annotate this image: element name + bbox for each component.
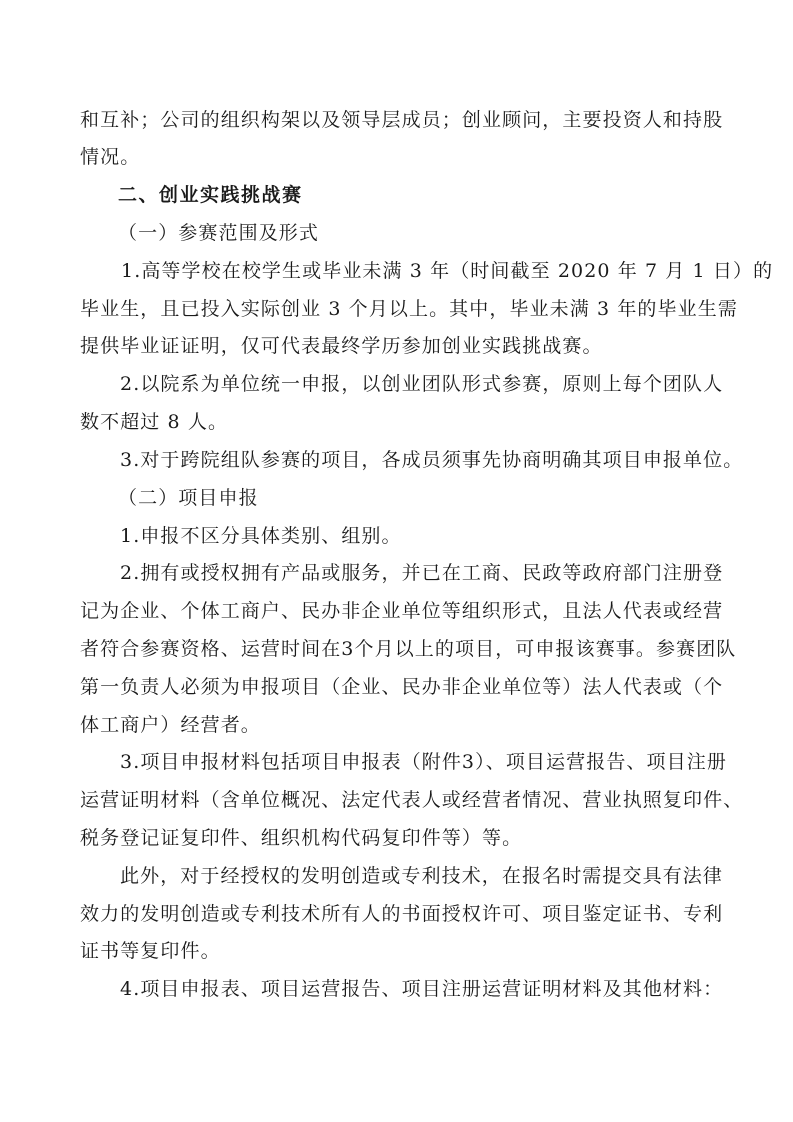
paragraph-line: 此外，对于经授权的发明创造或专利技术，在报名时需提交具有法律 xyxy=(120,865,724,887)
paragraph-line: 运营证明材料（含单位概况、法定代表人或经营者情况、营业执照复印件、 xyxy=(80,789,744,811)
paragraph-line: 者符合参赛资格、运营时间在3个月以上的项目，可申报该赛事。参赛团队 xyxy=(80,638,737,660)
paragraph-line: 和互补；公司的组织构架以及领导层成员；创业顾问，主要投资人和持股 xyxy=(80,109,724,131)
paragraph-line: 1.申报不区分具体类别、组别。 xyxy=(120,525,402,547)
paragraph-line: 体工商户）经营者。 xyxy=(80,714,261,736)
paragraph-line: 3.项目申报材料包括项目申报表（附件3）、项目运营报告、项目注册 xyxy=(120,751,727,773)
paragraph-line: 提供毕业证证明，仅可代表最终学历参加创业实践挑战赛。 xyxy=(80,335,603,357)
paragraph-line: 证书等复印件。 xyxy=(80,940,221,962)
paragraph-line: 效力的发明创造或专利技术所有人的书面授权许可、项目鉴定证书、专利 xyxy=(80,903,724,925)
paragraph-line: 1.高等学校在校学生或毕业未满 3 年（时间截至 2020 年 7 月 1 日）的 xyxy=(121,260,774,282)
paragraph-line: 第一负责人必须为申报项目（企业、民办非企业单位等）法人代表或（个 xyxy=(80,676,724,698)
paragraph-line: 2.拥有或授权拥有产品或服务，并已在工商、民政等政府部门注册登 xyxy=(120,562,724,584)
paragraph-line: 情况。 xyxy=(80,146,141,168)
subsection-heading: （一）参赛范围及形式 xyxy=(118,222,320,244)
paragraph-line: 毕业生，且已投入实际创业 3 个月以上。其中，毕业未满 3 年的毕业生需 xyxy=(80,298,738,320)
paragraph-line: 2.以院系为单位统一申报，以创业团队形式参赛，原则上每个团队人 xyxy=(120,373,724,395)
section-heading: 二、创业实践挑战赛 xyxy=(118,184,303,206)
paragraph-line: 数不超过 8 人。 xyxy=(80,411,229,433)
paragraph-line: 记为企业、个体工商户、民办非企业单位等组织形式，且法人代表或经营 xyxy=(80,600,724,622)
paragraph-line: 税务登记证复印件、组织机构代码复印件等）等。 xyxy=(80,827,523,849)
paragraph-line: 3.对于跨院组队参赛的项目，各成员须事先协商明确其项目申报单位。 xyxy=(120,449,744,471)
subsection-heading: （二）项目申报 xyxy=(118,487,259,509)
paragraph-line: 4.项目申报表、项目运营报告、项目注册运营证明材料及其他材料： xyxy=(120,978,724,1000)
